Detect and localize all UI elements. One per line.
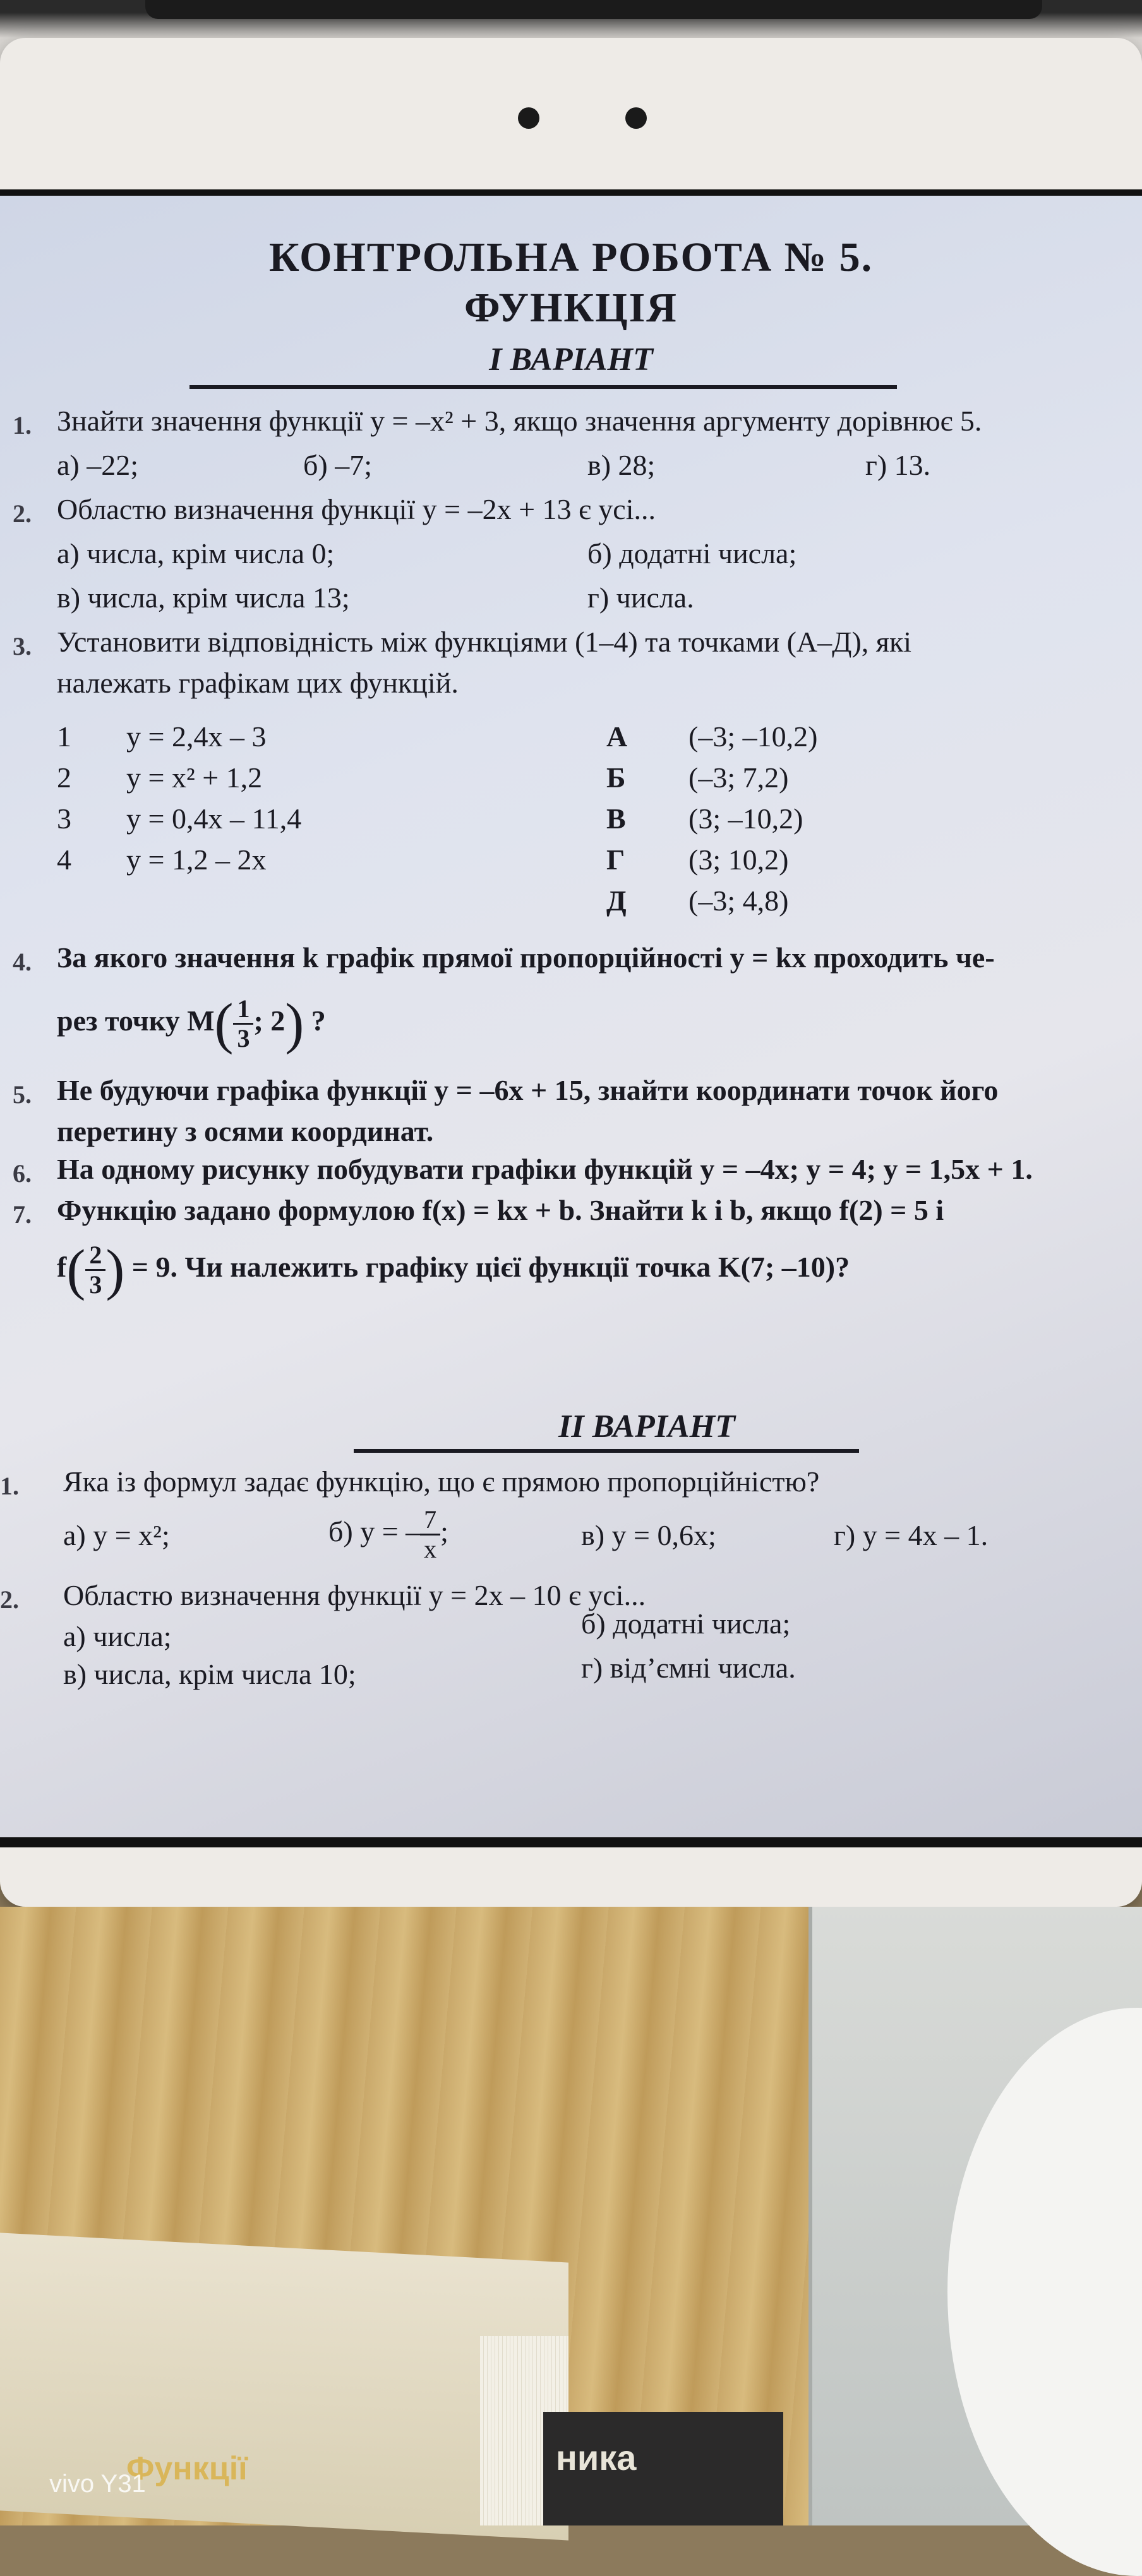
q5-text-line1: Не будуючи графіка функції y = –6x + 15, знайти координати точок його	[57, 1074, 999, 1106]
function-formula: y = 2,4x – 3	[126, 720, 267, 753]
tablet-device	[0, 38, 1142, 1907]
point-coords: (–3; –10,2)	[688, 720, 818, 753]
v2-q2-option-c: в) числа, крім числа 10;	[63, 1658, 356, 1690]
device-top-edge	[145, 0, 1042, 19]
q3-text-line2: належать графікам цих функцій.	[57, 667, 459, 699]
point-letter: В	[606, 802, 626, 835]
q7-text-line2	[57, 1237, 850, 1303]
q7-function-name: f	[57, 1251, 67, 1284]
point-letter: Д	[606, 885, 627, 917]
fraction	[420, 1506, 440, 1563]
q1-option-d: г) 13.	[865, 449, 931, 481]
test-page	[0, 196, 1142, 1837]
tablet-screen	[0, 189, 1142, 1847]
function-number: 2	[57, 761, 71, 794]
q4-text-line1: За якого значення k графік прямої пропорційності y = kx проходить че-	[57, 941, 995, 974]
q1-option-b: б) –7;	[303, 449, 373, 481]
v2-q2-option-a: а) числа;	[63, 1620, 172, 1652]
point-letter: Г	[606, 844, 625, 876]
fraction	[85, 1241, 105, 1299]
q4-text-line2	[57, 991, 326, 1056]
q1-number: 1.	[13, 411, 32, 439]
q4-text-prefix: рез точку M	[57, 1005, 215, 1037]
fraction-denominator: 3	[237, 1024, 250, 1052]
q7-text-rest: = 9. Чи належить графіку цієї функції точка K(7; –10)?	[131, 1251, 850, 1284]
fraction-denominator: x	[424, 1535, 437, 1563]
variant-1-heading: І ВАРІАНТ	[489, 342, 653, 378]
q4-number: 4.	[13, 948, 32, 976]
fraction	[233, 995, 253, 1052]
v2-q2-number: 2.	[0, 1585, 19, 1614]
q4-point-y: ; 2	[253, 1005, 286, 1037]
v2-q1-option-d: г) y = 4x – 1.	[834, 1519, 989, 1551]
q2-option-b: б) додатні числа;	[587, 537, 797, 569]
q2-text: Областю визначення функції y = –2x + 13 є усі...	[57, 493, 656, 525]
point-coords: (–3; 4,8)	[688, 885, 789, 917]
close-paren: )	[285, 993, 304, 1055]
q5-text-line2: перетину з осями координат.	[57, 1115, 434, 1147]
q2-number: 2.	[13, 499, 32, 528]
variant-2-heading: ІІ ВАРІАНТ	[558, 1409, 735, 1445]
function-number: 1	[57, 720, 71, 753]
point-coords: (3; –10,2)	[688, 802, 803, 835]
page-subtitle: ФУНКЦІЯ	[464, 285, 678, 331]
q6-text: На одному рисунку побудувати графіки функцій y = –4x; y = 4; y = 1,5x + 1.	[57, 1153, 1033, 1185]
v2-q2-option-b: б) додатні числа;	[581, 1607, 791, 1640]
variant-1-rule	[189, 385, 897, 389]
q3-number: 3.	[13, 632, 32, 660]
q4-question-mark: ?	[311, 1005, 326, 1037]
q2-option-c: в) числа, крім числа 13;	[57, 581, 350, 614]
v2-q1-option-c: в) y = 0,6x;	[581, 1519, 716, 1551]
open-paren: (	[66, 1239, 86, 1301]
q1-option-a: а) –22;	[57, 449, 139, 481]
v2-q1-number: 1.	[0, 1472, 19, 1500]
q1-text: Знайти значення функції y = –x² + 3, якщо значення аргументу дорівнює 5.	[57, 405, 982, 437]
q7-number: 7.	[13, 1200, 32, 1229]
q1-option-c: в) 28;	[587, 449, 656, 481]
function-formula: y = 0,4x – 11,4	[126, 802, 302, 835]
option-b-prefix: б) y = –	[328, 1515, 421, 1548]
camera-watermark: vivo Y31	[49, 2470, 146, 2498]
q5-number: 5.	[13, 1080, 32, 1109]
point-coords: (–3; 7,2)	[688, 761, 789, 794]
fraction-denominator: 3	[89, 1270, 102, 1299]
v2-q2-option-d: г) від’ємні числа.	[581, 1652, 796, 1684]
textbook-title: Функції	[126, 2450, 248, 2487]
q2-option-a: а) числа, крім числа 0;	[57, 537, 335, 569]
fraction-numerator: 7	[420, 1506, 440, 1535]
q7-text-line1: Функцію задано формулою f(x) = kx + b. Знайти k і b, якщо f(2) = 5 і	[57, 1194, 944, 1226]
q2-option-d: г) числа.	[587, 581, 694, 614]
v2-q1-text: Яка із формул задає функцію, що є прямою пропорційністю?	[63, 1465, 820, 1498]
front-sensor	[625, 107, 647, 129]
open-paren: (	[214, 993, 234, 1055]
function-number: 3	[57, 802, 71, 835]
fraction-numerator: 1	[233, 995, 253, 1025]
variant-2-rule	[354, 1449, 859, 1453]
point-letter: Б	[606, 761, 626, 794]
option-b-suffix: ;	[440, 1515, 448, 1548]
v2-q1-option-a: а) y = x²;	[63, 1519, 170, 1551]
point-letter: А	[606, 720, 628, 753]
v2-q2-text: Областю визначення функції y = 2x – 10 є усі...	[63, 1579, 646, 1611]
v2-q1-option-b	[328, 1506, 448, 1563]
q6-number: 6.	[13, 1159, 32, 1188]
second-book-title: ника	[556, 2438, 637, 2478]
q3-text-line1: Установити відповідність між функціями (1–4) та точками (А–Д), які	[57, 626, 912, 658]
page-title: КОНТРОЛЬНА РОБОТА № 5.	[268, 234, 874, 280]
front-camera	[518, 107, 539, 129]
function-formula: y = 1,2 – 2x	[126, 844, 267, 876]
close-paren: )	[105, 1239, 125, 1301]
function-formula: y = x² + 1,2	[126, 761, 263, 794]
fraction-numerator: 2	[85, 1241, 105, 1271]
function-number: 4	[57, 844, 71, 876]
point-coords: (3; 10,2)	[688, 844, 789, 876]
